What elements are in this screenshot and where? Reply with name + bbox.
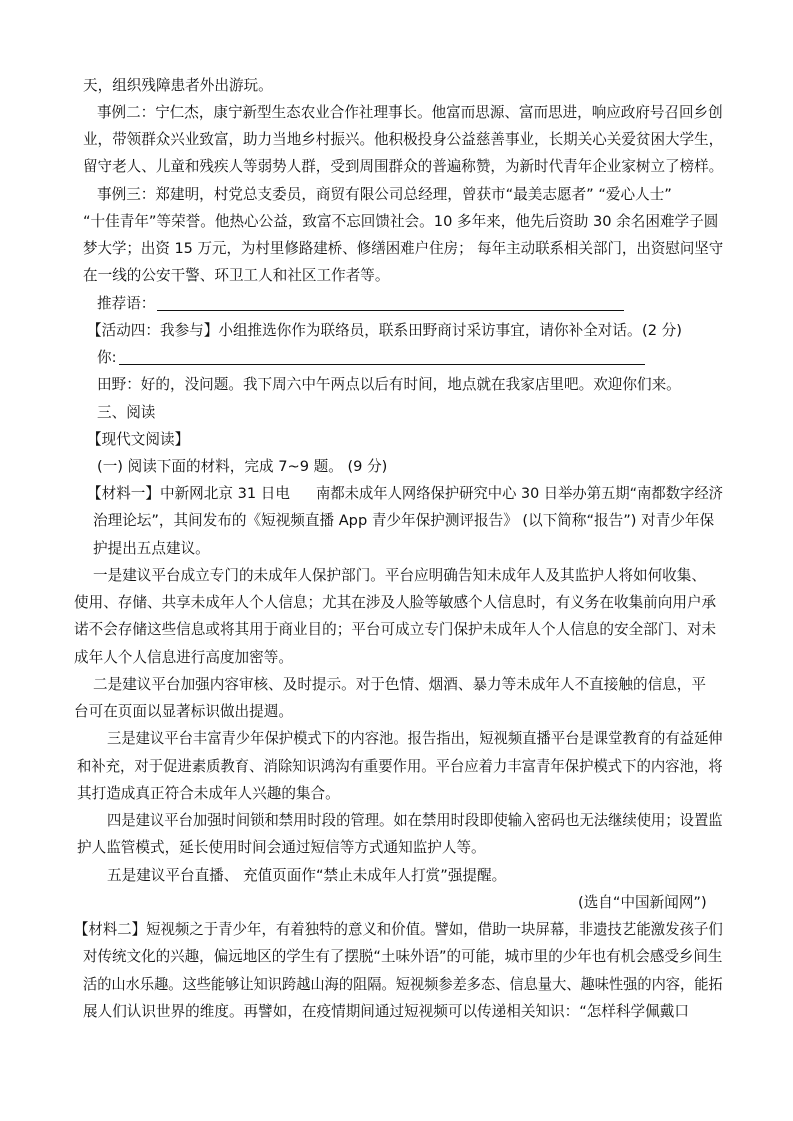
line-text: 田野：好的，没问题。我下周六中午两点以后有时间，地点就在我家店里吧。欢迎你们来。 xyxy=(97,376,681,393)
line-text: 事例二：宁仁杰，康宁新型生态农业合作社理事长。他富而思源、富而思进，响应政府号召回乡创 xyxy=(97,104,723,121)
text-line xyxy=(0,264,793,288)
question-heading xyxy=(0,455,793,479)
text-line xyxy=(0,183,793,207)
subsection-heading xyxy=(0,428,793,452)
line-text: 一是建议平台成立专门的未成年人保护部门。平台应明确告知未成年人及其监护人将如何收集、 xyxy=(93,567,706,584)
line-text: 【现代文阅读】 xyxy=(87,431,190,448)
line-text: 梦大学；出资 15 万元，为村里修路建桥、修缮困难户住房； 每年主动联系相关部门，出资慰问坚守 xyxy=(83,240,724,257)
line-text: 诺不会存储这些信息或将其用于商业目的；平台可成立专门保护未成年人个人信息的安全部门、对未 xyxy=(74,621,717,638)
text-line xyxy=(0,646,793,670)
text-line xyxy=(0,727,793,751)
text-line xyxy=(0,1000,793,1024)
text-line xyxy=(0,237,793,261)
text-line xyxy=(0,373,793,397)
line-text: 四是建议平台加强时间锁和禁用时段的管理。如在禁用时段即使输入密码也无法继续使用；设置监 xyxy=(107,812,723,829)
line-text: 在一线的公安干警、环卫工人和社区工作者等。 xyxy=(83,267,390,284)
answer-blank[interactable] xyxy=(119,364,645,365)
line-text: 【活动四：我参与】小组推选你作为联络员，联系田野商讨采访事宜，请你补全对话。 xyxy=(87,322,642,339)
text-line xyxy=(0,673,793,697)
material-label: 【材料一】中新网北京 31 日电 xyxy=(87,485,290,502)
text-line xyxy=(0,210,793,234)
section-heading xyxy=(0,401,793,425)
text-line xyxy=(0,809,793,833)
line-text: 和补充，对于促进素质教育、消除知识鸿沟有重要作用。平台应着力丰富青年保护模式下的内容池，将 xyxy=(77,758,723,775)
recommendation-line xyxy=(0,292,793,316)
text-line xyxy=(0,155,793,179)
line-text: 事例三：郑建明，村党总支委员，商贸有限公司总经理，曾获市“最美志愿者” “爱心人士” xyxy=(97,186,672,203)
text-line xyxy=(0,864,793,888)
text-line xyxy=(0,101,793,125)
text-line xyxy=(0,591,793,615)
line-text: 护人监管模式，延长使用时间会通过短信等方式通知监护人等。 xyxy=(77,839,486,856)
line-text: 其打造成真正符合未成年人兴趣的集合。 xyxy=(77,785,340,802)
line-text: (一) 阅读下面的材料，完成 7~9 题。 (9 分) xyxy=(97,458,388,475)
answer-blank[interactable] xyxy=(157,310,624,311)
line-text: 五是建议平台直播、 充值页面作“禁止未成年人打赏”强提醒。 xyxy=(107,867,507,884)
line-text: 护提出五点建议。 xyxy=(93,540,210,557)
line-text: 二是建议平台加强内容审核、及时提示。对于色情、烟酒、暴力等未成年人不直接触的信息，平 xyxy=(93,676,706,693)
line-text: 使用、存储、共享未成年人个人信息；尤其在涉及人脸等敏感个人信息时，有义务在收集前向用户承 xyxy=(74,594,717,611)
text-line xyxy=(0,973,793,997)
line-text: 天，组织残障患者外出游玩。 xyxy=(83,77,273,94)
text-line xyxy=(0,836,793,860)
line-text: 南都未成年人网络保护研究中心 30 日举办第五期“南都数字经济 xyxy=(316,485,723,502)
score-label: (2 分) xyxy=(642,322,682,339)
text-line xyxy=(0,537,793,561)
line-text: (选自“中国新闻网”) xyxy=(578,894,707,911)
text-line xyxy=(0,509,793,533)
line-text: 【材料二】短视频之于青少年，有着独特的意义和价值。譬如，借助一块屏幕，非遗技艺能激发孩子们 xyxy=(74,921,723,938)
text-line xyxy=(0,564,793,588)
text-line xyxy=(0,700,793,724)
text-line xyxy=(0,74,793,98)
line-text: “十佳青年”等荣誉。他热心公益，致富不忘回馈社会。10 多年来，他先后资助 30 余名困难学子圆 xyxy=(83,213,719,230)
source-citation xyxy=(0,891,793,915)
line-text: 对传统文化的兴趣，偏远地区的学生有了摆脱“土味外语”的可能，城市里的少年也有机会感受乡间生 xyxy=(83,948,723,965)
text-line xyxy=(0,918,793,942)
text-line xyxy=(0,755,793,779)
line-text: 三、阅读 xyxy=(97,404,156,421)
line-text: 治理论坛”，其间发布的《短视频直播 App 青少年保护测评报告》 (以下简称“报告”) 对青少年保 xyxy=(93,512,715,529)
line-text: 台可在页面以显著标识做出提週。 xyxy=(74,703,293,720)
line-text: 业，带领群众兴业致富，助力当地乡村振兴。他积极投身公益慈善事业，长期关心关爱贫困大学生， xyxy=(83,131,724,148)
line-text: 三是建议平台丰富青少年保护模式下的内容池。报告指出，短视频直播平台是课堂教育的有益延伸 xyxy=(107,730,723,747)
line-text: 展人们认识世界的维度。再譬如，在疫情期间通过短视频可以传递相关知识：“怎样科学佩戴口 xyxy=(83,1003,689,1020)
text-line xyxy=(0,128,793,152)
line-text: 留守老人、儿童和残疾人等弱势人群，受到周围群众的普遍称赞，为新时代青年企业家树立了榜样。 xyxy=(83,158,724,175)
line-text: 成年人个人信息进行高度加密等。 xyxy=(74,649,293,666)
text-line xyxy=(0,945,793,969)
dialogue-speaker: 你: xyxy=(97,349,117,366)
recommendation-label: 推荐语： xyxy=(97,295,156,312)
text-line xyxy=(0,482,793,506)
text-line xyxy=(0,618,793,642)
line-text: 活的山水乐趣。这些能够让知识跨越山海的阻隔。短视频参差多态、信息量大、趣味性强的内容，能拓 xyxy=(83,976,723,993)
text-line xyxy=(0,319,793,343)
text-line xyxy=(0,782,793,806)
dialogue-line xyxy=(0,346,793,370)
